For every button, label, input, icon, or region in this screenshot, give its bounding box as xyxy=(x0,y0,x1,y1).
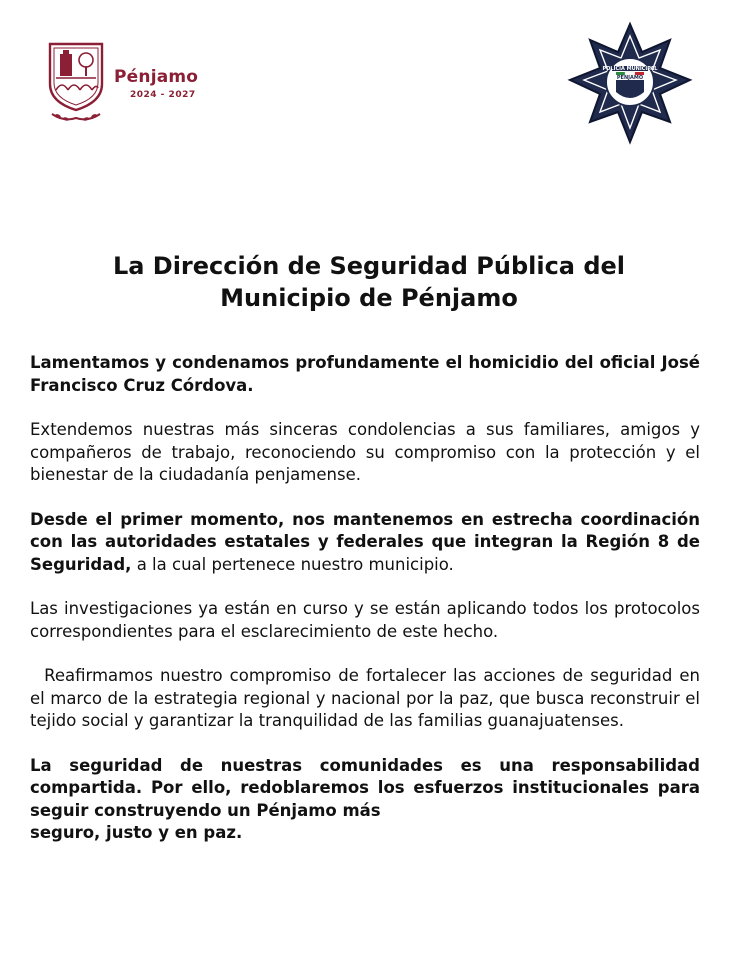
municipality-name: Pénjamo xyxy=(114,67,199,87)
paragraph-coordination xyxy=(30,509,700,577)
paragraph-investigations: Las investigaciones ya están en curso y se están aplicando todos los protocolos correspondientes para el esclarecimiento de este hecho. xyxy=(30,599,700,641)
statement-body xyxy=(30,352,706,845)
coordination-bold-text: Desde el primer momento, nos mantenemos en estrecha coordinación con las autoridades estatales y federales que integran la Región 8 de Seguridad, xyxy=(30,509,700,574)
paragraph-condemnation: Lamentamos y condenamos profundamente el homicidio del oficial José Francisco Cruz Córdova. xyxy=(30,353,700,395)
municipality-years: 2024 - 2027 xyxy=(130,90,196,100)
police-badge-top-text: POLICÍA MUNICIPAL xyxy=(602,66,658,72)
police-badge-bottom-text: PÉNJAMO xyxy=(616,75,644,81)
title-line-2: Municipio de Pénjamo xyxy=(220,284,518,312)
coordination-normal-text: a la cual pertenece nuestro municipio. xyxy=(131,554,454,574)
police-badge-icon xyxy=(566,22,694,146)
paragraph-reaffirmation: Reafirmamos nuestro compromiso de fortalecer las acciones de seguridad en el marco de la estrategia regional y nacional por la paz, que busca reconstruir el tejido social y garantizar la tranquilidad de las familias guanajuatenses. xyxy=(30,666,706,730)
shared-responsibility-line-1: La seguridad de nuestras comunidades es una responsabilidad compartida. Por ello, redoblaremos los esfuerzos institucionales para seguir construyendo un Pénjamo más xyxy=(30,755,700,820)
header xyxy=(0,0,738,180)
municipality-logo xyxy=(44,40,214,126)
page-title xyxy=(0,250,738,314)
paragraph-shared-responsibility xyxy=(30,755,700,845)
shared-responsibility-line-2: seguro, justo y en paz. xyxy=(30,823,243,842)
title-line-1: La Dirección de Seguridad Pública del xyxy=(112,252,626,280)
paragraph-condolences: Extendemos nuestras más sinceras condolencias a sus familiares, amigos y compañeros de trabajo, reconociendo su compromiso con la protección y el bienestar de la ciudadanía penjamense. xyxy=(30,420,700,484)
municipal-crest-icon xyxy=(44,40,108,124)
